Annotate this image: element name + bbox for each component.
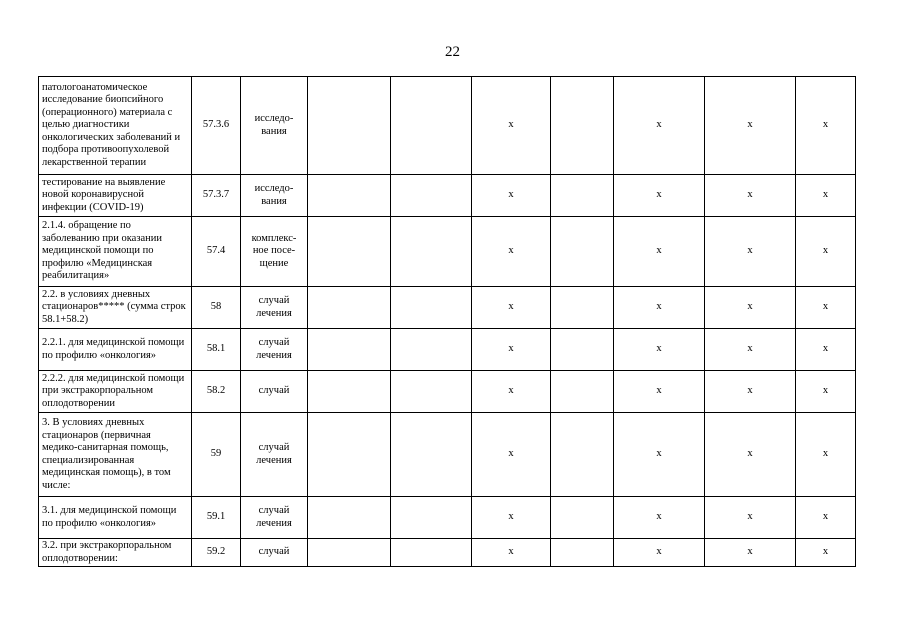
- row-unit: случай: [241, 371, 308, 413]
- mark-cell: x: [614, 329, 705, 371]
- mark-cell: x: [472, 329, 551, 371]
- mark-cell: x: [614, 413, 705, 497]
- table-row: [39, 287, 856, 329]
- row-unit: комплекс-ное посе-щение: [241, 217, 308, 287]
- table-row: [39, 175, 856, 217]
- row-unit: случай лечения: [241, 497, 308, 539]
- empty-cell: [391, 77, 472, 175]
- row-code: 58.1: [192, 329, 241, 371]
- row-unit: случай лечения: [241, 413, 308, 497]
- row-code: 59.2: [192, 539, 241, 567]
- mark-cell: x: [472, 175, 551, 217]
- mark-cell: x: [796, 217, 856, 287]
- empty-cell: [391, 175, 472, 217]
- empty-cell: [391, 329, 472, 371]
- row-name: 3.1. для медицинской помощи по профилю «онкология»: [39, 497, 192, 539]
- row-unit: исследо-вания: [241, 175, 308, 217]
- empty-cell: [308, 371, 391, 413]
- table-row: [39, 77, 856, 175]
- mark-cell: x: [614, 77, 705, 175]
- empty-cell: [391, 497, 472, 539]
- empty-cell: [551, 287, 614, 329]
- mark-cell: x: [705, 371, 796, 413]
- mark-cell: x: [614, 217, 705, 287]
- mark-cell: x: [614, 175, 705, 217]
- empty-cell: [551, 497, 614, 539]
- row-code: 57.4: [192, 217, 241, 287]
- empty-cell: [308, 539, 391, 567]
- mark-cell: x: [472, 77, 551, 175]
- mark-cell: x: [614, 371, 705, 413]
- mark-cell: x: [472, 371, 551, 413]
- empty-cell: [551, 217, 614, 287]
- data-table: [38, 76, 856, 567]
- mark-cell: x: [614, 497, 705, 539]
- row-unit: случай лечения: [241, 329, 308, 371]
- mark-cell: x: [705, 539, 796, 567]
- mark-cell: x: [796, 539, 856, 567]
- mark-cell: x: [472, 217, 551, 287]
- row-name: 2.1.4. обращение по заболеванию при оказании медицинской помощи по профилю «Медицинская реабилитация»: [39, 217, 192, 287]
- mark-cell: x: [705, 175, 796, 217]
- row-code: 59: [192, 413, 241, 497]
- row-unit: случай: [241, 539, 308, 567]
- table-row: [39, 217, 856, 287]
- mark-cell: x: [614, 539, 705, 567]
- mark-cell: x: [614, 287, 705, 329]
- row-name: патологоанатомическое исследование биопсийного (операционного) материала с целью диагностики онкологических заболеваний и подбора противоопухолевой лекарственной терапии: [39, 77, 192, 175]
- mark-cell: x: [796, 175, 856, 217]
- mark-cell: x: [705, 287, 796, 329]
- empty-cell: [391, 287, 472, 329]
- empty-cell: [308, 287, 391, 329]
- empty-cell: [308, 77, 391, 175]
- table-row: [39, 497, 856, 539]
- empty-cell: [391, 217, 472, 287]
- empty-cell: [308, 329, 391, 371]
- mark-cell: x: [796, 371, 856, 413]
- empty-cell: [391, 539, 472, 567]
- mark-cell: x: [705, 413, 796, 497]
- empty-cell: [308, 175, 391, 217]
- table-row: [39, 329, 856, 371]
- empty-cell: [308, 497, 391, 539]
- mark-cell: x: [472, 539, 551, 567]
- row-code: 58: [192, 287, 241, 329]
- mark-cell: x: [796, 287, 856, 329]
- empty-cell: [551, 539, 614, 567]
- empty-cell: [551, 329, 614, 371]
- mark-cell: x: [472, 287, 551, 329]
- row-name: 2.2. в условиях дневных стационаров***** (сумма строк 58.1+58.2): [39, 287, 192, 329]
- mark-cell: x: [705, 329, 796, 371]
- mark-cell: x: [796, 497, 856, 539]
- table-row: [39, 371, 856, 413]
- empty-cell: [551, 77, 614, 175]
- page-number: 22: [445, 44, 460, 60]
- mark-cell: x: [705, 77, 796, 175]
- table-row: [39, 539, 856, 567]
- row-code: 59.1: [192, 497, 241, 539]
- mark-cell: x: [705, 497, 796, 539]
- mark-cell: x: [796, 329, 856, 371]
- row-name: тестирование на выявление новой коронавирусной инфекции (COVID-19): [39, 175, 192, 217]
- empty-cell: [391, 413, 472, 497]
- row-unit: случай лечения: [241, 287, 308, 329]
- row-name: 2.2.2. для медицинской помощи при экстракорпоральном оплодотворении: [39, 371, 192, 413]
- row-code: 57.3.7: [192, 175, 241, 217]
- mark-cell: x: [796, 413, 856, 497]
- row-code: 57.3.6: [192, 77, 241, 175]
- row-name: 3.2. при экстракорпоральном оплодотворении:: [39, 539, 192, 567]
- empty-cell: [308, 413, 391, 497]
- empty-cell: [551, 413, 614, 497]
- mark-cell: x: [472, 413, 551, 497]
- mark-cell: x: [705, 217, 796, 287]
- row-name: 2.2.1. для медицинской помощи по профилю «онкология»: [39, 329, 192, 371]
- row-unit: исследо-вания: [241, 77, 308, 175]
- empty-cell: [551, 175, 614, 217]
- empty-cell: [551, 371, 614, 413]
- row-name: 3. В условиях дневных стационаров (первичная медико-санитарная помощь, специализированная медицинская помощь), в том числе:: [39, 413, 192, 497]
- empty-cell: [308, 217, 391, 287]
- table-row: [39, 413, 856, 497]
- empty-cell: [391, 371, 472, 413]
- mark-cell: x: [472, 497, 551, 539]
- row-code: 58.2: [192, 371, 241, 413]
- mark-cell: x: [796, 77, 856, 175]
